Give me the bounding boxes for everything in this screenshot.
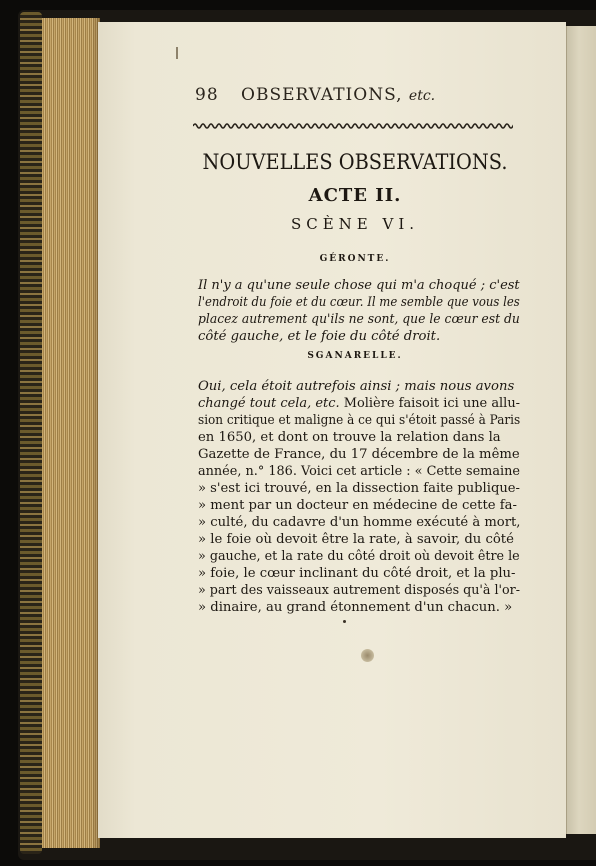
body-line: » culté, du cadavre d'un homme exécuté à mort, — [198, 515, 521, 530]
reply-line-2 — [198, 395, 521, 412]
reply-line-2-rest: Molière faisoit ici une allu- — [339, 396, 521, 411]
body-line: Gazette de France, du 17 décembre de la même — [198, 447, 520, 462]
page-mark — [176, 47, 178, 59]
speaker-sganarelle: SGANARELLE. — [307, 351, 403, 361]
body-line: » ment par un docteur en médecine de cette fa- — [198, 498, 517, 513]
reply-line-2-italic: changé tout cela, etc. — [198, 396, 340, 411]
body-line: » foie, le cœur inclinant du côté droit, et la plu- — [198, 566, 516, 581]
ink-dot — [343, 620, 346, 623]
scene-heading: SCÈNE VI. — [290, 215, 420, 233]
gilt-border — [20, 12, 42, 854]
body-line: » s'est ici trouvé, en la dissection faite publique- — [198, 481, 520, 496]
paper-stain — [361, 649, 374, 662]
commentary — [198, 378, 520, 616]
speaker-geronte: GÉRONTE. — [319, 254, 391, 264]
body-line: année, n.° 186. Voici cet article : « Cette semaine — [198, 464, 520, 479]
quote-line: l'endroit du foie et du cœur. Il me semble que vous les — [198, 295, 520, 310]
ornamental-rule — [193, 121, 513, 131]
body-line: » dinaire, au grand étonnement d'un chacun. » — [198, 600, 513, 615]
running-title: OBSERVATIONS, — [241, 85, 403, 105]
section-title: NOUVELLES OBSERVATIONS. — [202, 150, 508, 174]
page-number: 98 — [195, 85, 219, 105]
quote-line: placez autrement qu'ils ne sont, que le cœur est du — [198, 312, 520, 327]
body-line: » gauche, et la rate du côté droit où devoit être le — [198, 549, 520, 564]
running-title-etc: etc. — [408, 88, 436, 104]
body-line: sion critique et maligne à ce qui s'étoit passé à Paris — [198, 413, 521, 428]
quote-line: côté gauche, et le foie du côté droit. — [198, 329, 441, 344]
geronte-quote — [198, 277, 520, 345]
body-line: en 1650, et dont on trouve la relation dans la — [198, 430, 501, 445]
body-line: » part des vaisseaux autrement disposés qu'à l'or- — [198, 583, 520, 598]
next-page-edge — [566, 26, 596, 834]
running-header — [195, 85, 525, 105]
reply-line: Oui, cela étoit autrefois ainsi ; mais nous avons — [198, 379, 515, 394]
quote-line: Il n'y a qu'une seule chose qui m'a choqué ; c'est — [198, 278, 520, 293]
body-line: » le foie où devoit être la rate, à savoir, du côté — [198, 532, 514, 547]
page-block-edges — [42, 18, 100, 848]
act-heading: ACTE II. — [308, 185, 402, 206]
